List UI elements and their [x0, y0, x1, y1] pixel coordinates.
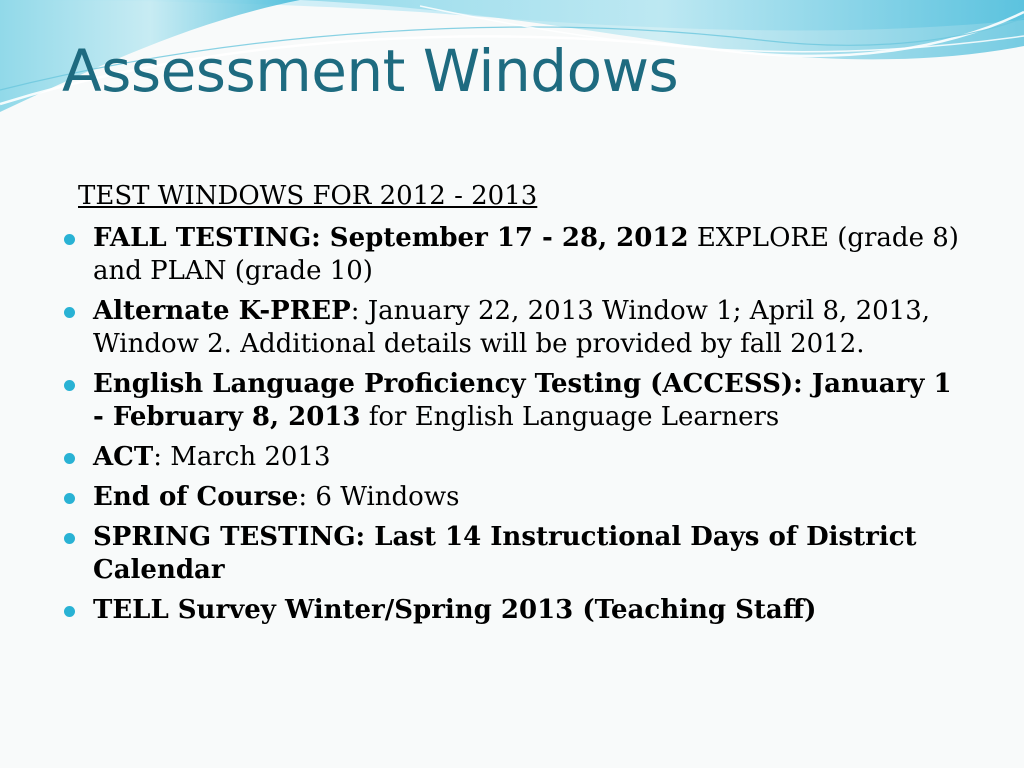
- slide-title: Assessment Windows: [62, 37, 679, 105]
- bullet-spring-testing: [62, 521, 962, 587]
- bullet-dot-icon: [64, 533, 75, 544]
- bullet-dot-icon: [64, 234, 75, 245]
- bullet-bold-text: FALL TESTING: September 17 - 28, 2012: [93, 223, 689, 253]
- bullet-text: for English Language Learners: [360, 402, 780, 432]
- slide-subtitle: TEST WINDOWS FOR 2012 - 2013: [78, 181, 538, 211]
- bullet-bold-text: Alternate K-PREP: [93, 296, 351, 326]
- bullet-bold-text: End of Course: [93, 482, 299, 512]
- bullet-text: EXPLORE (grade 8) and PLAN (grade 10): [93, 223, 959, 286]
- bullet-fall-testing: [62, 222, 962, 288]
- bullet-dot-icon: [64, 307, 75, 318]
- bullet-bold-text: ACT: [93, 442, 154, 472]
- bullet-tell-survey: [62, 594, 962, 627]
- bullet-bold-text: SPRING TESTING: Last 14 Instructional Days of District Calendar: [93, 522, 917, 585]
- bullet-access-testing: [62, 368, 962, 434]
- bullet-bold-text: English Language Proficiency Testing (ACCESS): January 1 - February 8, 2013: [93, 369, 952, 432]
- bullet-end-of-course: [62, 481, 962, 514]
- bullet-act: [62, 441, 962, 474]
- bullet-dot-icon: [64, 453, 75, 464]
- bullet-dot-icon: [64, 606, 75, 617]
- bullet-text: : March 2013: [153, 442, 331, 472]
- bullet-alternate-kprep: [62, 295, 962, 361]
- bullet-dot-icon: [64, 493, 75, 504]
- bullet-list: [62, 222, 962, 634]
- bullet-text: : 6 Windows: [298, 482, 460, 512]
- bullet-bold-text: TELL Survey Winter/Spring 2013 (Teaching Staff): [93, 595, 817, 625]
- bullet-dot-icon: [64, 380, 75, 391]
- bullet-text: : January 22, 2013 Window 1; April 8, 2013, Window 2. Additional details will be provided by fall 2012.: [93, 296, 931, 359]
